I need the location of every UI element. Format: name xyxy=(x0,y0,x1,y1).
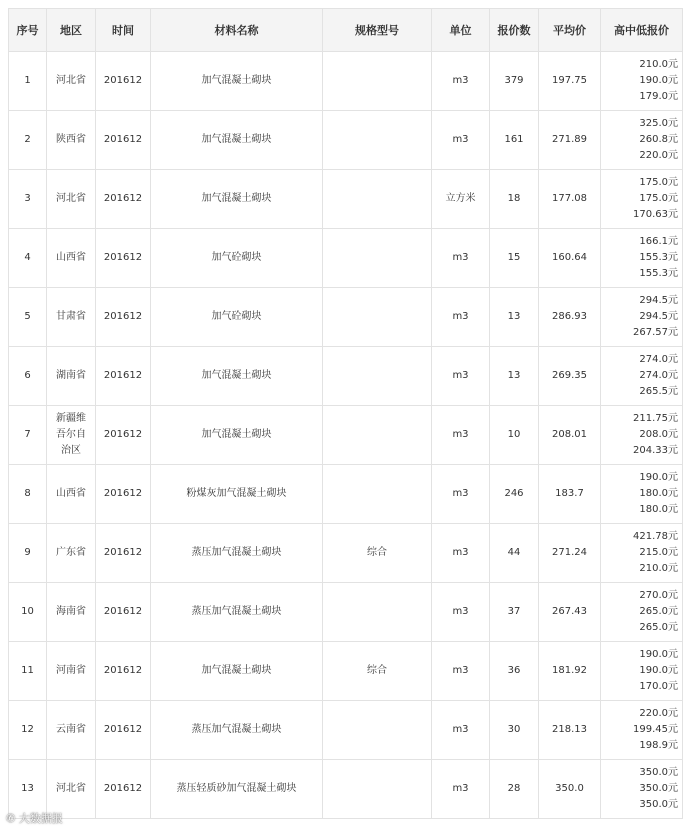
price-range-cell xyxy=(601,583,683,642)
header-price-range: 高中低报价 xyxy=(601,9,683,52)
watermark xyxy=(6,810,63,826)
price-range-cell xyxy=(601,642,683,701)
row-number: 4 xyxy=(9,229,47,288)
table-row xyxy=(9,465,683,524)
table-body xyxy=(9,52,683,819)
table-row xyxy=(9,760,683,819)
price-line: 190.0元 xyxy=(639,665,678,676)
material-name-cell: 粉煤灰加气混凝土砌块 xyxy=(151,465,323,524)
price-line: 175.0元 xyxy=(639,177,678,188)
spec-cell xyxy=(323,111,432,170)
time-cell: 201612 xyxy=(96,465,151,524)
region-cell: 陕西省 xyxy=(47,111,96,170)
price-line: 190.0元 xyxy=(639,75,678,86)
table-row xyxy=(9,288,683,347)
spec-cell xyxy=(323,229,432,288)
table-row xyxy=(9,524,683,583)
spec-cell xyxy=(323,406,432,465)
price-line: 270.0元 xyxy=(639,590,678,601)
table-row xyxy=(9,347,683,406)
price-line: 208.0元 xyxy=(639,429,678,440)
table-row xyxy=(9,229,683,288)
price-line: 220.0元 xyxy=(639,150,678,161)
avg-price-cell: 271.89 xyxy=(539,111,601,170)
quote-count-cell: 246 xyxy=(490,465,539,524)
unit-cell: 立方米 xyxy=(432,170,490,229)
header-material-name: 材料名称 xyxy=(151,9,323,52)
price-line: 267.57元 xyxy=(633,327,678,338)
region-cell: 新疆维吾尔自治区 xyxy=(47,406,96,465)
spec-cell xyxy=(323,760,432,819)
watermark-text: 大数据报 xyxy=(18,812,63,825)
table-row xyxy=(9,583,683,642)
material-name-cell: 蒸压加气混凝土砌块 xyxy=(151,701,323,760)
unit-cell: m3 xyxy=(432,229,490,288)
price-line: 179.0元 xyxy=(639,91,678,102)
price-range-cell xyxy=(601,111,683,170)
price-range-cell xyxy=(601,229,683,288)
time-cell: 201612 xyxy=(96,701,151,760)
header-spec: 规格型号 xyxy=(323,9,432,52)
table-row xyxy=(9,52,683,111)
price-line: 210.0元 xyxy=(639,59,678,70)
price-line: 180.0元 xyxy=(639,504,678,515)
price-line: 215.0元 xyxy=(639,547,678,558)
price-line: 274.0元 xyxy=(639,354,678,365)
material-name-cell: 加气混凝土砌块 xyxy=(151,52,323,111)
price-line: 180.0元 xyxy=(639,488,678,499)
price-line: 170.63元 xyxy=(633,209,678,220)
unit-cell: m3 xyxy=(432,288,490,347)
price-range-cell xyxy=(601,524,683,583)
price-line: 260.8元 xyxy=(639,134,678,145)
spec-cell: 综合 xyxy=(323,642,432,701)
price-line: 210.0元 xyxy=(639,563,678,574)
price-line: 198.9元 xyxy=(639,740,678,751)
header-quote-count: 报价数 xyxy=(490,9,539,52)
spec-cell xyxy=(323,583,432,642)
price-line: 190.0元 xyxy=(639,649,678,660)
price-line: 325.0元 xyxy=(639,118,678,129)
header-region: 地区 xyxy=(47,9,96,52)
table-row xyxy=(9,406,683,465)
price-line: 265.0元 xyxy=(639,622,678,633)
spec-cell xyxy=(323,347,432,406)
region-cell: 河北省 xyxy=(47,170,96,229)
header-avg-price: 平均价 xyxy=(539,9,601,52)
material-name-cell: 蒸压轻质砂加气混凝土砌块 xyxy=(151,760,323,819)
material-name-cell: 加气混凝土砌块 xyxy=(151,642,323,701)
price-line: 350.0元 xyxy=(639,767,678,778)
price-line: 166.1元 xyxy=(639,236,678,247)
quote-count-cell: 30 xyxy=(490,701,539,760)
price-range-cell xyxy=(601,52,683,111)
time-cell: 201612 xyxy=(96,347,151,406)
spec-cell xyxy=(323,465,432,524)
unit-cell: m3 xyxy=(432,642,490,701)
price-line: 350.0元 xyxy=(639,799,678,810)
region-cell: 海南省 xyxy=(47,583,96,642)
quote-count-cell: 13 xyxy=(490,347,539,406)
avg-price-cell: 183.7 xyxy=(539,465,601,524)
table-row xyxy=(9,642,683,701)
time-cell: 201612 xyxy=(96,288,151,347)
unit-cell: m3 xyxy=(432,524,490,583)
avg-price-cell: 267.43 xyxy=(539,583,601,642)
row-number: 9 xyxy=(9,524,47,583)
quote-count-cell: 15 xyxy=(490,229,539,288)
price-line: 265.0元 xyxy=(639,606,678,617)
price-range-cell xyxy=(601,701,683,760)
price-line: 175.0元 xyxy=(639,193,678,204)
price-range-cell xyxy=(601,406,683,465)
price-line: 294.5元 xyxy=(639,295,678,306)
time-cell: 201612 xyxy=(96,642,151,701)
price-range-cell xyxy=(601,170,683,229)
header-no: 序号 xyxy=(9,9,47,52)
header-unit: 单位 xyxy=(432,9,490,52)
price-line: 274.0元 xyxy=(639,370,678,381)
price-line: 204.33元 xyxy=(633,445,678,456)
row-number: 2 xyxy=(9,111,47,170)
region-cell: 河南省 xyxy=(47,642,96,701)
quote-count-cell: 44 xyxy=(490,524,539,583)
material-name-cell: 加气砼砌块 xyxy=(151,288,323,347)
material-name-cell: 加气混凝土砌块 xyxy=(151,347,323,406)
avg-price-cell: 350.0 xyxy=(539,760,601,819)
price-range-cell xyxy=(601,288,683,347)
avg-price-cell: 160.64 xyxy=(539,229,601,288)
price-line: 155.3元 xyxy=(639,252,678,263)
table-row xyxy=(9,170,683,229)
material-name-cell: 加气砼砌块 xyxy=(151,229,323,288)
table-row xyxy=(9,111,683,170)
row-number: 3 xyxy=(9,170,47,229)
spec-cell: 综合 xyxy=(323,524,432,583)
unit-cell: m3 xyxy=(432,347,490,406)
price-line: 211.75元 xyxy=(633,413,678,424)
avg-price-cell: 286.93 xyxy=(539,288,601,347)
price-line: 155.3元 xyxy=(639,268,678,279)
unit-cell: m3 xyxy=(432,406,490,465)
table-row xyxy=(9,701,683,760)
price-range-cell xyxy=(601,347,683,406)
price-line: 421.78元 xyxy=(633,531,678,542)
table-header-row xyxy=(9,9,683,52)
price-table xyxy=(8,8,683,819)
quote-count-cell: 161 xyxy=(490,111,539,170)
avg-price-cell: 208.01 xyxy=(539,406,601,465)
price-line: 350.0元 xyxy=(639,783,678,794)
avg-price-cell: 181.92 xyxy=(539,642,601,701)
row-number: 6 xyxy=(9,347,47,406)
quote-count-cell: 379 xyxy=(490,52,539,111)
price-range-cell xyxy=(601,760,683,819)
quote-count-cell: 10 xyxy=(490,406,539,465)
row-number: 13 xyxy=(9,760,47,819)
unit-cell: m3 xyxy=(432,760,490,819)
quote-count-cell: 18 xyxy=(490,170,539,229)
region-cell: 广东省 xyxy=(47,524,96,583)
unit-cell: m3 xyxy=(432,111,490,170)
region-cell: 山西省 xyxy=(47,229,96,288)
region-cell: 湖南省 xyxy=(47,347,96,406)
region-cell: 山西省 xyxy=(47,465,96,524)
time-cell: 201612 xyxy=(96,760,151,819)
time-cell: 201612 xyxy=(96,524,151,583)
price-line: 190.0元 xyxy=(639,472,678,483)
row-number: 12 xyxy=(9,701,47,760)
region-cell: 云南省 xyxy=(47,701,96,760)
quote-count-cell: 28 xyxy=(490,760,539,819)
avg-price-cell: 197.75 xyxy=(539,52,601,111)
material-name-cell: 加气混凝土砌块 xyxy=(151,170,323,229)
price-line: 170.0元 xyxy=(639,681,678,692)
material-name-cell: 加气混凝土砌块 xyxy=(151,406,323,465)
avg-price-cell: 271.24 xyxy=(539,524,601,583)
row-number: 7 xyxy=(9,406,47,465)
material-name-cell: 加气混凝土砌块 xyxy=(151,111,323,170)
price-line: 220.0元 xyxy=(639,708,678,719)
price-line: 294.5元 xyxy=(639,311,678,322)
time-cell: 201612 xyxy=(96,111,151,170)
price-range-cell xyxy=(601,465,683,524)
spec-cell xyxy=(323,701,432,760)
time-cell: 201612 xyxy=(96,583,151,642)
price-line: 199.45元 xyxy=(633,724,678,735)
spec-cell xyxy=(323,52,432,111)
spec-cell xyxy=(323,170,432,229)
time-cell: 201612 xyxy=(96,229,151,288)
material-name-cell: 蒸压加气混凝土砌块 xyxy=(151,524,323,583)
material-name-cell: 蒸压加气混凝土砌块 xyxy=(151,583,323,642)
row-number: 10 xyxy=(9,583,47,642)
unit-cell: m3 xyxy=(432,465,490,524)
time-cell: 201612 xyxy=(96,170,151,229)
region-cell: 河北省 xyxy=(47,760,96,819)
unit-cell: m3 xyxy=(432,52,490,111)
avg-price-cell: 177.08 xyxy=(539,170,601,229)
header-time: 时间 xyxy=(96,9,151,52)
unit-cell: m3 xyxy=(432,583,490,642)
quote-count-cell: 37 xyxy=(490,583,539,642)
quote-count-cell: 13 xyxy=(490,288,539,347)
time-cell: 201612 xyxy=(96,406,151,465)
avg-price-cell: 218.13 xyxy=(539,701,601,760)
row-number: 11 xyxy=(9,642,47,701)
weibo-logo-icon: ✆ xyxy=(6,812,16,825)
price-line: 265.5元 xyxy=(639,386,678,397)
avg-price-cell: 269.35 xyxy=(539,347,601,406)
region-cell: 甘肃省 xyxy=(47,288,96,347)
spec-cell xyxy=(323,288,432,347)
region-cell: 河北省 xyxy=(47,52,96,111)
row-number: 5 xyxy=(9,288,47,347)
row-number: 8 xyxy=(9,465,47,524)
row-number: 1 xyxy=(9,52,47,111)
unit-cell: m3 xyxy=(432,701,490,760)
time-cell: 201612 xyxy=(96,52,151,111)
quote-count-cell: 36 xyxy=(490,642,539,701)
